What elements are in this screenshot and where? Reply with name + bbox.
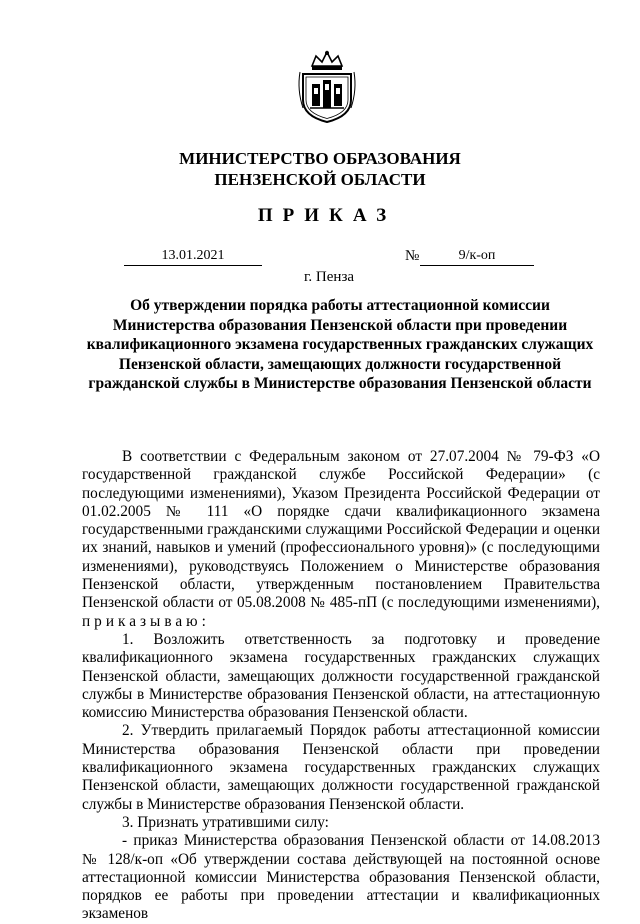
order-number: 9/к-оп (458, 248, 496, 263)
order-title: ПРИКАЗ (257, 205, 397, 226)
ministry-name-line1: МИНИСТЕРСТВО ОБРАЗОВАНИЯ (179, 149, 461, 168)
preamble-paragraph (82, 448, 600, 631)
number-sign: № (405, 248, 420, 264)
order-date: 13.01.2021 (161, 248, 225, 263)
item-3-paragraph: 3. Признать утратившими силу: (122, 813, 329, 831)
coat-of-arms-icon (296, 50, 358, 124)
date-underline (124, 265, 262, 266)
item-3-sub-1-paragraph: - приказ Министерства образования Пензенской области от 14.08.2013 № 128/к-оп «Об утверждении состава действующей на постоянной основе аттестационной комиссии Министерства образования Пензенской области, порядков ее работы при проведении аттестации и квалификационных экзаменов (82, 832, 600, 923)
number-underline (420, 265, 534, 266)
item-2-paragraph: 2. Утвердить прилагаемый Порядок работы аттестационной комиссии Министерства образования Пензенской области при проведении квалификационного экзамена государственных гражданских служащих Пензенской области, замещающих должности государственной гражданской службы в Министерстве образования Пензенской области. (82, 722, 600, 813)
city: г. Пенза (303, 269, 355, 285)
order-word: приказываю: (82, 612, 210, 630)
item-1-paragraph: 1. Возложить ответственность за подготовку и проведение квалификационного экзамена государственных гражданских служащих Пензенской области, замещающих должности государственной гражданской службы в Министерстве образования Пензенской области, на аттестационную комиссию Министерства образования Пензенской области. (82, 630, 600, 722)
ministry-name-line2: ПЕНЗЕНСКОЙ ОБЛАСТИ (214, 170, 426, 189)
order-body (82, 448, 600, 924)
order-heading: Об утверждении порядка работы аттестационной комиссии Министерства образования Пензенской области при проведении квалификационного экзамена государственных гражданских служащих Пензенской области, замещающих должности государственной гражданской службы в Министерстве образования Пензенской области (86, 297, 594, 393)
preamble-text: В соответствии с Федеральным законом от 27.07.2004 № 79-ФЗ «О государственной гражданской службе Российской Федерации» (с последующими изменениями), Указом Президента Российской Федерации от 01.02.2005 № 111 «О порядке сдачи квалификационного экзамена государственными гражданскими служащими Российской Федерации и оценки их знаний, навыков и умений (профессионального уровня)» (с последующими изменениями), руководствуясь Положением о Министерстве образования Пензенской области, утвержденным постановлением Правительства Пензенской области от 05.08.2008 № 485-пП (с последующими изменениями), (82, 448, 600, 612)
